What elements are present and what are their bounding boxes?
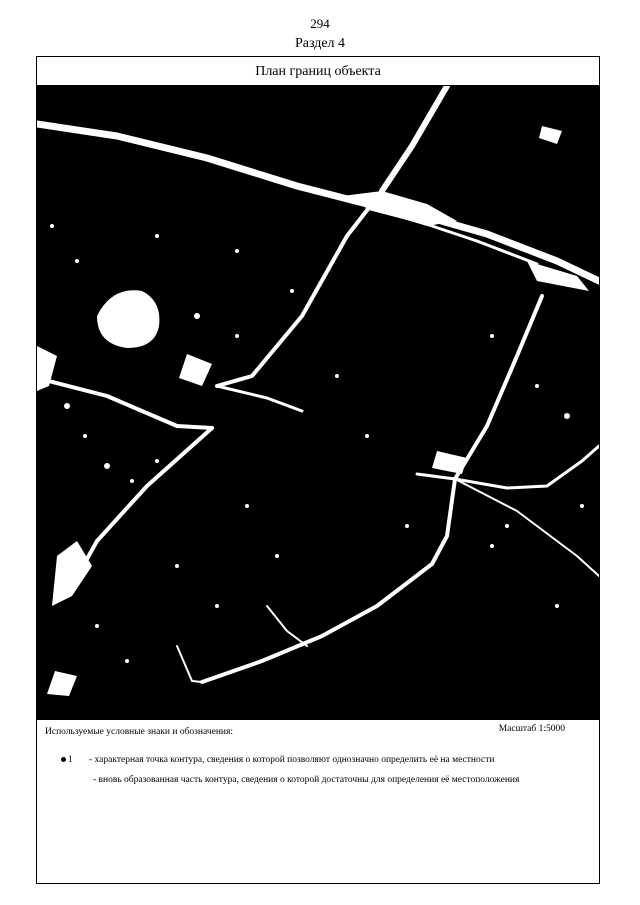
point-dot-icon <box>61 757 66 762</box>
legend-symbol <box>61 754 89 766</box>
legend-point-number: 1 <box>68 755 73 765</box>
aerial-map <box>37 86 599 720</box>
legend-heading: Используемые условные знаки и обозначения: <box>45 727 234 737</box>
legend-item-contour <box>93 774 573 786</box>
plan-frame <box>36 56 600 884</box>
legend-item-point <box>61 754 591 766</box>
legend-contour-text: - вновь образованная часть контура, сведения о которой достаточны для определения её местоположения <box>93 775 520 785</box>
scale-label: Масштаб 1:5000 <box>498 724 565 734</box>
section-title: Раздел 4 <box>294 36 346 51</box>
map-image <box>37 86 599 720</box>
plan-title: План границ объекта <box>37 57 599 86</box>
page-number: 294 <box>310 16 330 31</box>
legend-point-text: - характерная точка контура, сведения о которой позволяют однозначно определить её на местности <box>89 755 495 765</box>
